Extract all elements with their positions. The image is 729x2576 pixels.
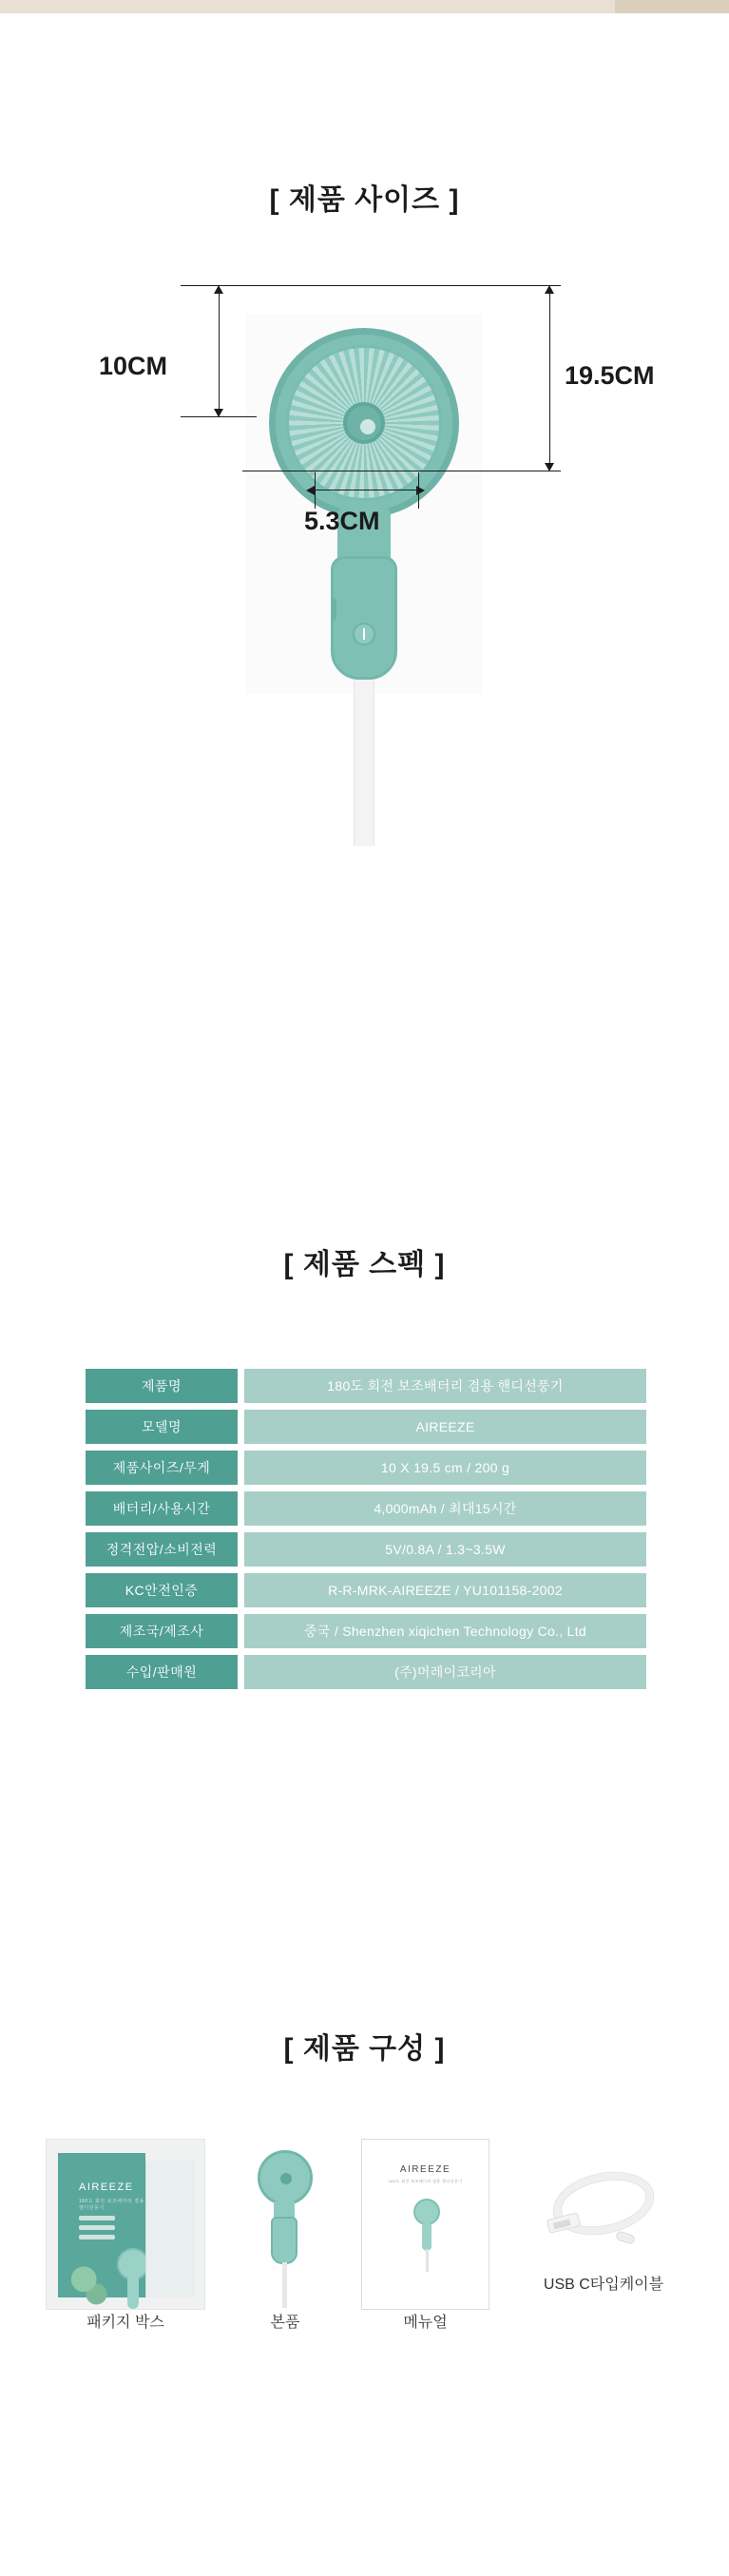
arrow-diameter-top bbox=[214, 285, 223, 294]
composition-caption-product: 본품 bbox=[270, 2315, 300, 2331]
spec-key: 제조국/제조사 bbox=[86, 1614, 238, 1648]
spec-table bbox=[86, 1369, 646, 1696]
cable-loop bbox=[548, 2164, 660, 2243]
dimension-line-diameter bbox=[219, 293, 220, 416]
composition-caption-package: 패키지 박스 bbox=[86, 2315, 164, 2331]
guide-line-diameter-bottom bbox=[181, 416, 257, 417]
spec-key: 제품명 bbox=[86, 1369, 238, 1403]
spec-value: R-R-MRK-AIREEZE / YU101158-2002 bbox=[244, 1573, 646, 1607]
manual-fan-illustration bbox=[413, 2199, 440, 2265]
dimension-line-height bbox=[549, 293, 550, 464]
table-row bbox=[86, 1369, 646, 1403]
product-fan-body bbox=[271, 2217, 297, 2264]
top-strip-right-block bbox=[615, 0, 729, 13]
depth-tick-left bbox=[315, 472, 316, 509]
package-brand-label: AIREEZE bbox=[79, 2182, 134, 2193]
package-box-side bbox=[145, 2161, 195, 2297]
usb-cable-image bbox=[532, 2163, 675, 2267]
manual-brand-label: AIREEZE bbox=[399, 2164, 451, 2175]
manual-fan-head bbox=[413, 2199, 440, 2225]
table-row bbox=[86, 1491, 646, 1526]
package-box-front bbox=[58, 2153, 145, 2297]
product-fan-stand bbox=[282, 2262, 287, 2308]
table-row bbox=[86, 1532, 646, 1567]
spec-key: 배터리/사용시간 bbox=[86, 1491, 238, 1526]
spec-key: 수입/판매원 bbox=[86, 1655, 238, 1689]
arrow-height-bottom bbox=[545, 463, 554, 471]
table-row bbox=[86, 1655, 646, 1689]
table-row bbox=[86, 1614, 646, 1648]
spec-key: 정격전압/소비전력 bbox=[86, 1532, 238, 1567]
label-diameter: 10CM bbox=[99, 352, 168, 380]
top-decorative-strip bbox=[0, 0, 729, 13]
package-subtitle-label: 180도 회전 보조배터리 겸용 핸디선풍기 bbox=[79, 2199, 144, 2211]
table-row bbox=[86, 1573, 646, 1607]
leaf-icon bbox=[71, 2259, 113, 2309]
spec-key: 모델명 bbox=[86, 1410, 238, 1444]
composition-caption-cable: USB C타입케이블 bbox=[543, 2277, 664, 2293]
fan-handle-body bbox=[331, 556, 397, 680]
arrow-depth-left bbox=[306, 486, 315, 495]
spec-value: 4,000mAh / 최대15시간 bbox=[244, 1491, 646, 1526]
mini-fan-head bbox=[117, 2248, 149, 2280]
composition-caption-manual: 메뉴얼 bbox=[403, 2315, 448, 2331]
package-decor-bars bbox=[79, 2216, 115, 2244]
product-unit-image bbox=[242, 2139, 328, 2310]
table-row bbox=[86, 1410, 646, 1444]
fan-hub bbox=[343, 402, 385, 444]
table-row bbox=[86, 1451, 646, 1485]
spec-value: 180도 회전 보조배터리 겸용 핸디선풍기 bbox=[244, 1369, 646, 1403]
spec-value: 중국 / Shenzhen xiqichen Technology Co., Ltd bbox=[244, 1614, 646, 1648]
section-title-size: [ 제품 사이즈 ] bbox=[269, 184, 460, 216]
spec-key: 제품사이즈/무게 bbox=[86, 1451, 238, 1485]
manual-fan-body bbox=[422, 2222, 432, 2251]
guide-line-top bbox=[181, 285, 561, 286]
package-box-image bbox=[46, 2139, 205, 2310]
arrow-height-top bbox=[545, 285, 554, 294]
spec-value: AIREEZE bbox=[244, 1410, 646, 1444]
mini-fan-body bbox=[127, 2277, 139, 2309]
manual-image bbox=[361, 2139, 489, 2310]
label-depth: 5.3CM bbox=[304, 507, 380, 535]
manual-subtitle-label: 180도 회전 보조배터리 겸용 핸디선풍기 bbox=[388, 2179, 463, 2183]
section-title-spec: [ 제품 스펙 ] bbox=[283, 1249, 446, 1280]
spec-value: 10 X 19.5 cm / 200 g bbox=[244, 1451, 646, 1485]
manual-fan-stand bbox=[426, 2249, 429, 2272]
fan-stand bbox=[354, 680, 374, 846]
size-diagram bbox=[0, 285, 729, 713]
fan-power-button-icon bbox=[353, 623, 375, 645]
fan-side-button bbox=[332, 599, 336, 620]
depth-tick-right bbox=[418, 472, 419, 509]
usb-c-tip-icon bbox=[615, 2230, 636, 2245]
section-title-composition: [ 제품 구성 ] bbox=[283, 2033, 446, 2065]
label-height: 19.5CM bbox=[565, 361, 655, 390]
spec-value: 5V/0.8A / 1.3~3.5W bbox=[244, 1532, 646, 1567]
product-fan-head bbox=[258, 2150, 313, 2205]
composition-gallery bbox=[0, 2129, 729, 2443]
package-fan-thumbnail bbox=[117, 2248, 149, 2310]
spec-key: KC안전인증 bbox=[86, 1573, 238, 1607]
spec-value: (주)머레이코리아 bbox=[244, 1655, 646, 1689]
